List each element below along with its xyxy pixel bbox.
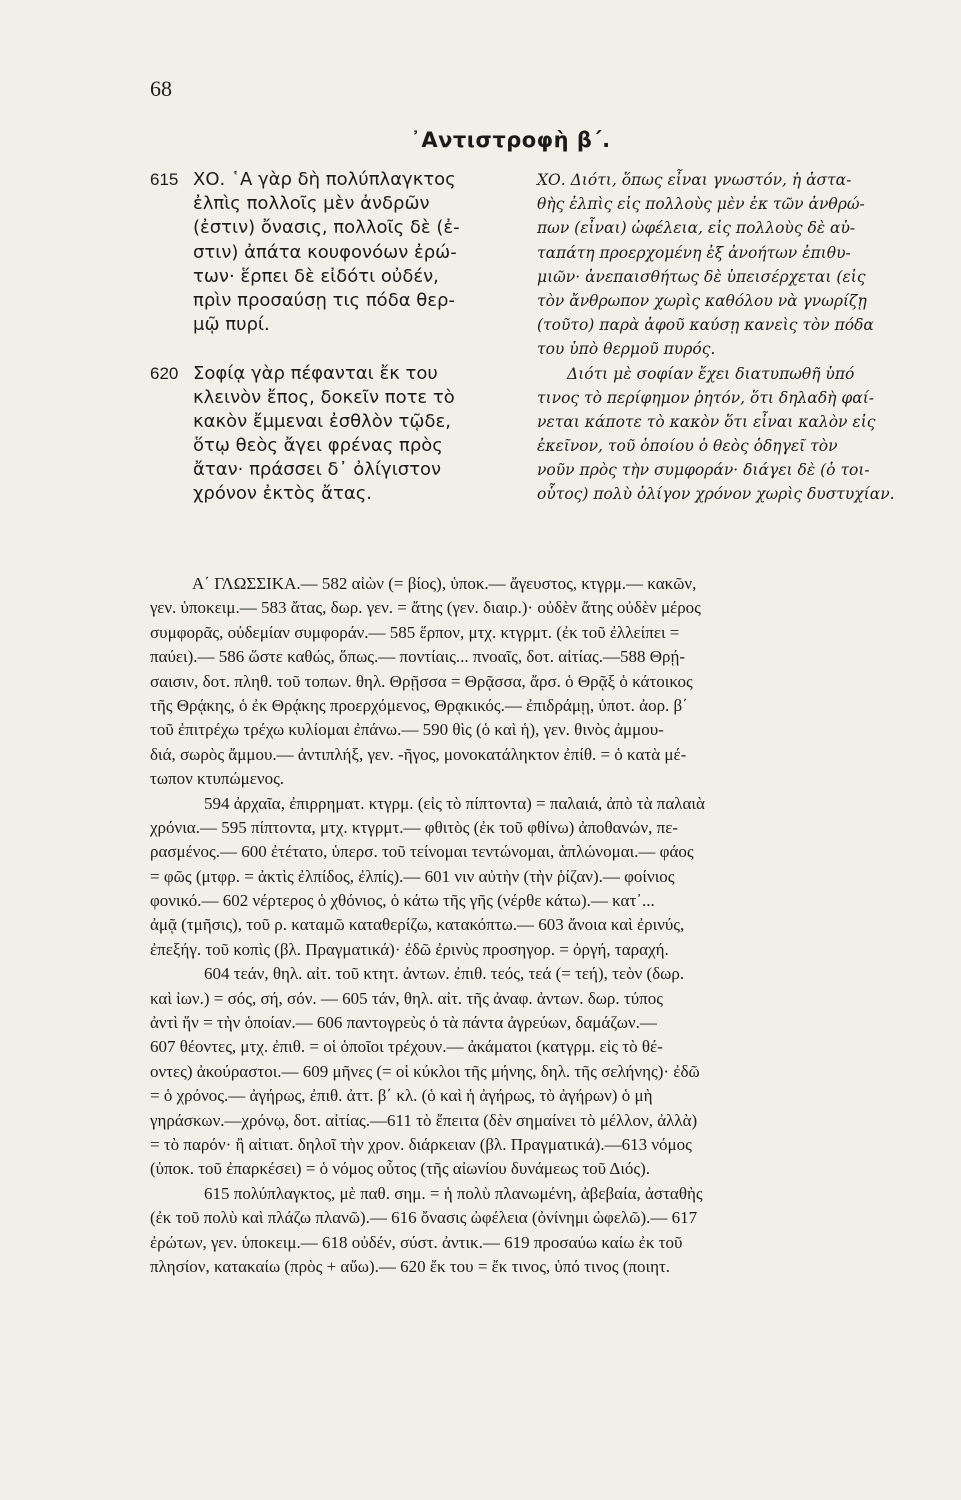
translation-line: τὸν ἄνθρωπον χωρὶς καθόλου νὰ γνωρίζῃ [537,291,867,310]
translation-line: μιῶν· ἀνεπαισθήτως δὲ ὑπεισέρχεται (εἰς [537,267,866,286]
note-line: χρόνια.— 595 πίπτοντα, μτχ. κτγρμτ.— φθιτὸς (ἐκ τοῦ φθίνω) ἀποθανών, πε- [150,817,679,837]
greek-line [150,216,520,240]
greek-line-text: ὅτῳ θεὸς ἄγει φρένας πρὸς [193,435,443,457]
greek-line [150,362,520,386]
translation-line: νεται κάποτε τὸ κακὸν ὅτι εἶναι καλὸν εἰς [537,412,876,431]
greek-line [150,241,520,265]
translation-line: ταπάτη προερχομένη ἐξ ἀνοήτων ἐπιθυ- [537,243,851,262]
note-line: = ὁ χρόνος.— ἀγήρως, ἐπιθ. ἀττ. β΄ κλ. (ὁ καὶ ἡ ἀγήρως, τὸ ἀγήρων) ὁ μὴ [150,1086,653,1106]
note-line: 594 ἀρχαῖα, ἐπιρρηματ. κτγρμ. (εἰς τὸ πίπτοντα) = παλαιά, ἀπὸ τὰ παλαιὰ [204,793,705,813]
greek-line [150,337,520,361]
note-line: ρασμένος.— 600 ἐτέτατο, ὑπερσ. τοῦ τείνομαι τεντώνομαι, ἁπλώνομαι.— φάος [150,842,694,862]
greek-line-text: μῷ πυρί. [193,314,270,336]
note-line: σαισιν, δοτ. πληθ. τοῦ τοπων. θηλ. Θρῇσσα = Θρᾷσσα, ἄρσ. ὁ Θρᾷξ ὁ κάτοικος [150,671,693,691]
note-line: 604 τεάν, θηλ. αἰτ. τοῦ κτητ. ἀντων. ἐπιθ. τεός, τεά (= τεή), τεὸν (δωρ. [204,964,685,984]
note-line: ἀντὶ ἥν = τὴν ὁποίαν.— 606 παντογρεὺς ὁ τὰ πάντα ἀγρεύων, δαμάζων.— [150,1013,657,1033]
greek-line-text: πρὶν προσαύσῃ τις πόδα θερ- [193,289,455,311]
note-line: (ἐκ τοῦ πολὺ καὶ πλάζω πλανῶ).— 616 ὄνασις ὠφέλεια (ὀνίνημι ὠφελῶ).— 617 [150,1208,698,1228]
note-line: τοῦ ἐπιτρέχω τρέχω κυλίομαι ἐπάνω.— 590 θὶς (ὁ καὶ ἡ), γεν. θινὸς ἀμμου- [150,720,664,740]
greek-line-text: Σοφίᾳ γὰρ πέφανται ἔκ του [193,362,438,384]
greek-text-column [150,168,520,507]
note-line: ἀμᾷ (τμῆσις), τοῦ ρ. καταμῶ καταθερίζω, κατακόπτω.— 603 ἄνοια καὶ ἐρινύς, [150,915,685,935]
note-line: οντες) ἀκούραστοι.— 609 μῆνες (= οἱ κύκλοι τῆς μήνης, δηλ. τῆς σελήνης)· ἐδῶ [150,1061,700,1081]
line-number: 615 [150,170,179,189]
note-line: καὶ ἰων.) = σός, σή, σόν. — 605 τάν, θηλ. αἰτ. τῆς ἀναφ. ἀντων. δωρ. τύπος [150,988,663,1008]
note-line: πλησίον, κατακαίω (πρὸς + αὔω).— 620 ἔκ του = ἔκ τινος, ὑπό τινος (ποιητ. [150,1256,671,1276]
note-line: Α΄ ΓΛΩΣΣΙΚΑ.— 582 αἰὼν (= βίος), ὑποκ.— ἄγευστος, κτγρμ.— κακῶν, [192,574,697,593]
note-line: = φῶς (μτφρ. = ἀκτὶς ἐλπίδος, ἐλπίς).— 601 νιν αὐτὴν (τὴν ῥίζαν).— φοίνιος [150,866,675,886]
translation-line: (τοῦτο) παρὰ ἀφοῦ καύσῃ κανεὶς τὸν πόδα [537,316,874,335]
note-line: τωπον κτυπώμενος. [150,769,285,789]
note-line: διά, σωρὸς ἄμμου.— ἀντιπλήξ, γεν. -ῆγος, μονοκατάληκτον ἐπίθ. = ὁ κατὰ μέ- [150,744,687,764]
note-line: 607 θέοντες, μτχ. ἐπιθ. = οἱ ὁποῖοι τρέχουν.— ἀκάματοι (κατγρμ. εἰς τὸ θέ- [150,1037,663,1057]
translation-column [537,168,927,507]
stanza-title: ᾿Αντιστροφὴ β΄. [410,128,611,152]
translation-line: Διότι μὲ σοφίαν ἔχει διατυπωθῆ ὑπό [567,364,855,383]
greek-line-text: χρόνον ἐκτὸς ἄτας. [193,483,373,505]
greek-line [150,482,520,506]
greek-line-text: κακὸν ἔμμεναι ἐσθλὸν τῷδε, [193,410,451,432]
greek-line [150,386,520,410]
greek-line [150,289,520,313]
translation-line: οὗτος) πολὺ ὀλίγον χρόνον χωρὶς δυστυχίαν. [537,485,895,504]
translation-line: του ὑπὸ θερμοῦ πυρός. [537,340,716,359]
greek-line [150,410,520,434]
greek-line-text: των· ἕρπει δὲ εἰδότι οὐδέν, [193,265,439,287]
translation-line: θὴς ἐλπὶς εἰς πολλοὺς μὲν ἐκ τῶν ἀνθρώ- [537,195,865,214]
greek-line-text: (ἐστιν) ὄνασις, πολλοῖς δὲ (ἐ- [193,217,460,239]
translation-line: νοῦν πρὸς τὴν συμφοράν· διάγει δὲ (ὁ τοι- [537,461,870,480]
translation-line: τινος τὸ περίφημον ῥητόν, ὅτι δηλαδὴ φαί- [537,388,875,407]
glossary-notes [150,572,927,1279]
note-line: παύει).— 586 ὥστε καθώς, ὅπως.— ποντίαις... πνοαῖς, δοτ. αἰτίας.—588 Θρῄ- [150,647,686,667]
greek-line-text: κλεινὸν ἔπος, δοκεῖν ποτε τὸ [193,386,455,408]
note-line: τῆς Θρᾴκης, ὁ ἐκ Θρᾴκης προερχόμενος, Θρᾳκικός.— ἐπιδράμῃ, ὑποτ. ἀορ. β΄ [150,695,688,715]
page-number: 68 [150,76,172,101]
line-number: 620 [150,363,179,383]
greek-line [150,192,520,216]
note-line: φονικό.— 602 νέρτερος ὁ χθόνιος, ὁ κάτω τῆς γῆς (νέρθε κάτω).— κατ᾿... [150,891,655,911]
greek-line [150,313,520,337]
translation-line: ἐκεῖνον, τοῦ ὁποίου ὁ θεὸς ὁδηγεῖ τὸν [537,437,838,456]
note-line: γεν. ὑποκειμ.— 583 ἄτας, δωρ. γεν. = ἄτης (γεν. διαιρ.)· οὐδὲν ἄτης οὐδὲν μέρος [150,598,701,618]
note-line: = τὸ παρόν· ἢ αἰτιατ. δηλοῖ τὴν χρον. διάρκειαν (βλ. Πραγματικά).—613 νόμος [150,1134,692,1154]
greek-line [150,168,520,192]
greek-line-text: ἄταν· πράσσει δ᾿ ὀλίγιστον [193,459,442,481]
greek-line [150,434,520,458]
note-line: γηράσκων.—χρόνῳ, δοτ. αἰτίας.—611 τὸ ἔπειτα (δὲν σημαίνει τὸ μέλλον, ἀλλὰ) [150,1110,698,1130]
greek-line-text: ΧΟ. ῾Α γὰρ δὴ πολύπλαγκτος [193,169,456,190]
note-line: συμφορᾶς, οὐδεμίαν συμφοράν.— 585 ἕρπον, μτχ. κτγρμτ. (ἐκ τοῦ ἐλλείπει = [150,622,680,642]
note-line: ἐπεξήγ. τοῦ κοπὶς (βλ. Πραγματικά)· ἐδῶ ἐρινὺς προσηγορ. = ὀργή, ταραχή. [150,939,669,959]
greek-line [150,265,520,289]
translation-line: πων (εἶναι) ὠφέλεια, εἰς πολλοὺς δὲ αὐ- [537,219,856,238]
greek-line-text: ἐλπὶς πολλοῖς μὲν ἀνδρῶν [193,193,430,215]
note-line: 615 πολύπλαγκτος, μὲ παθ. σημ. = ἡ πολὺ πλανωμένη, ἀβεβαία, ἀσταθὴς [204,1183,703,1203]
greek-line [150,458,520,482]
note-line: ἐρώτων, γεν. ὑποκειμ.— 618 οὐδέν, σύστ. ἀντικ.— 619 προσαύω καίω ἐκ τοῦ [150,1232,683,1252]
translation-line: ΧΟ. Διότι, ὅπως εἶναι γνωστόν, ἡ ἀστα- [537,171,852,189]
note-line: (ὑποκ. τοῦ ἐπαρκέσει) = ὁ νόμος οὗτος (τῆς αἰωνίου δυνάμεως τοῦ Διός). [150,1159,651,1179]
greek-line-text: στιν) ἀπάτα κουφονόων ἐρώ- [193,241,457,263]
